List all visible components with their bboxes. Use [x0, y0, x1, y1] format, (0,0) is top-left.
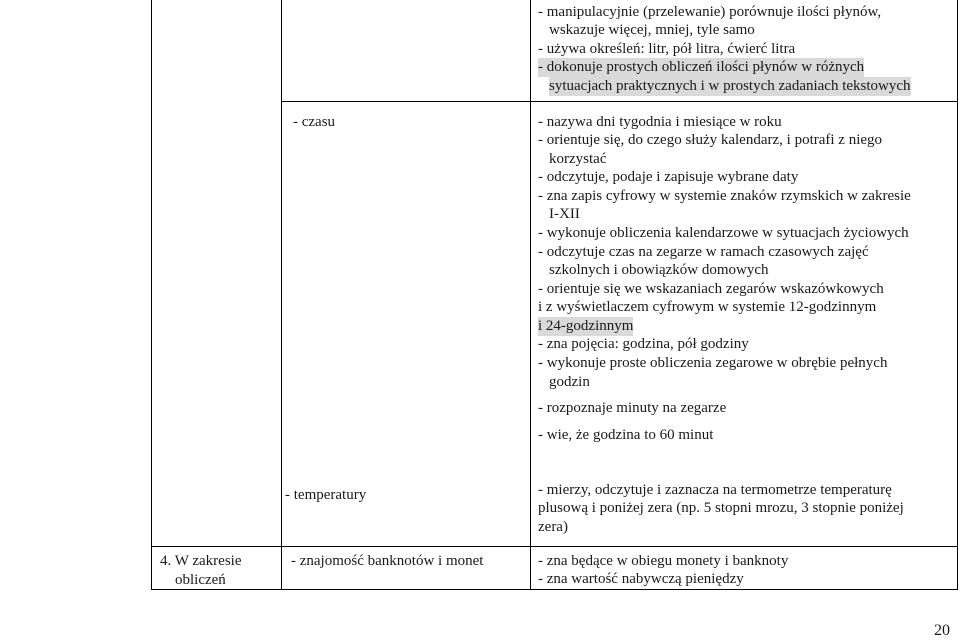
skill-line: - dokonuje prostych obliczeń ilości płynów w różnych	[538, 59, 865, 75]
topic-label-temperature: - temperatury	[285, 487, 367, 503]
skill-line: szkolnych i obowiązków domowych	[549, 262, 769, 278]
skill-line: korzystać	[549, 151, 607, 167]
table-border-col2	[281, 0, 282, 589]
skill-line: i z wyświetlaczem cyfrowym w systemie 12-godzinnym	[538, 299, 877, 315]
skill-line: i 24-godzinnym	[538, 318, 634, 334]
skill-line: godzin	[549, 374, 590, 390]
table-border-right	[957, 0, 958, 589]
skill-line: - orientuje się, do czego służy kalendarz, i potrafi z niego	[538, 132, 883, 148]
skill-line: - odczytuje czas na zegarze w ramach czasowych zajęć	[538, 244, 869, 260]
skill-line: - rozpoznaje minuty na zegarze	[538, 400, 727, 416]
skill-line: wskazuje więcej, mniej, tyle samo	[549, 22, 755, 38]
skill-line: - mierzy, odczytuje i zaznacza na termometrze temperaturę	[538, 482, 892, 498]
skill-line: sytuacjach praktycznych i w prostych zadaniach tekstowych	[549, 78, 911, 94]
table-row-divider	[282, 101, 957, 102]
table-row-divider	[151, 546, 957, 547]
skill-line: - zna zapis cyfrowy w systemie znaków rzymskich w zakresie	[538, 188, 911, 204]
skill-line: zera)	[538, 519, 568, 535]
skill-line: - odczytuje, podaje i zapisuje wybrane daty	[538, 169, 799, 185]
skill-line: - zna będące w obiegu monety i banknoty	[538, 553, 789, 569]
table-border-bottom	[151, 589, 958, 590]
skill-line: - orientuje się we wskazaniach zegarów wskazówkowych	[538, 281, 884, 297]
page-number: 20	[934, 622, 950, 639]
skill-line: - zna pojęcia: godzina, pół godziny	[538, 336, 749, 352]
skill-line: - wykonuje proste obliczenia zegarowe w obrębie pełnych	[538, 355, 888, 371]
section-heading: obliczeń	[175, 572, 226, 588]
skill-line: - manipulacyjnie (przelewanie) porównuje ilości płynów,	[538, 4, 882, 20]
skill-line: - wie, że godzina to 60 minut	[538, 427, 714, 443]
skill-line: plusową i poniżej zera (np. 5 stopni mrozu, 3 stopnie poniżej	[538, 500, 904, 516]
skill-line: - wykonuje obliczenia kalendarzowe w sytuacjach życiowych	[538, 225, 909, 241]
skill-line: - nazywa dni tygodnia i miesiące w roku	[538, 114, 782, 130]
section-heading: 4. W zakresie	[160, 553, 242, 569]
skill-line: I-XII	[549, 206, 580, 222]
topic-label-money: - znajomość banknotów i monet	[291, 553, 484, 569]
skill-line: - używa określeń: litr, pół litra, ćwierć litra	[538, 41, 796, 57]
table-border-left	[151, 0, 152, 589]
topic-label-time: - czasu	[293, 114, 336, 130]
skill-line: - zna wartość nabywczą pieniędzy	[538, 571, 744, 587]
table-border-col3	[530, 0, 531, 589]
